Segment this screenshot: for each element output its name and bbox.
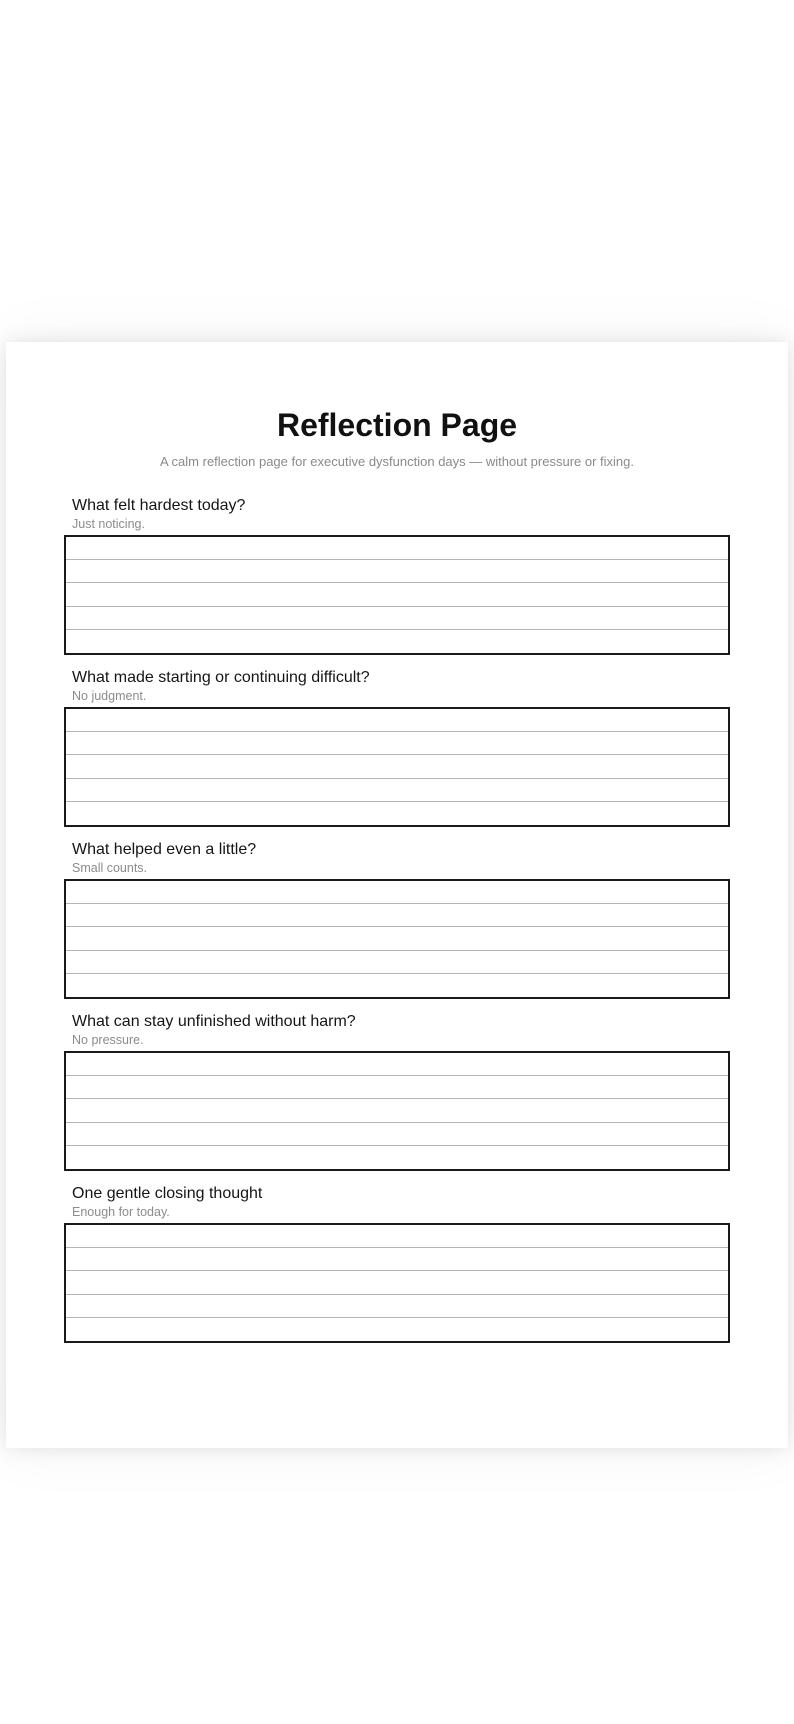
writing-line[interactable] bbox=[66, 779, 728, 802]
writing-line[interactable] bbox=[66, 1099, 728, 1122]
writing-line[interactable] bbox=[66, 1123, 728, 1146]
writing-box[interactable] bbox=[64, 1223, 730, 1343]
writing-line[interactable] bbox=[66, 709, 728, 732]
reflection-section bbox=[64, 496, 730, 668]
page-subtitle: A calm reflection page for executive dysfunction days — without pressure or fixing. bbox=[159, 454, 634, 469]
section-question: What helped even a little? bbox=[72, 841, 257, 858]
reflection-section bbox=[64, 1012, 730, 1184]
writing-line[interactable] bbox=[66, 732, 728, 755]
writing-line[interactable] bbox=[66, 1053, 728, 1076]
writing-box[interactable] bbox=[64, 1051, 730, 1171]
section-question: What felt hardest today? bbox=[72, 497, 246, 514]
writing-line[interactable] bbox=[66, 974, 728, 997]
writing-line[interactable] bbox=[66, 755, 728, 778]
writing-line[interactable] bbox=[66, 560, 728, 583]
writing-box[interactable] bbox=[64, 879, 730, 999]
worksheet-page bbox=[6, 342, 788, 1448]
section-hint: Enough for today. bbox=[72, 1205, 170, 1219]
writing-line[interactable] bbox=[66, 951, 728, 974]
writing-line[interactable] bbox=[66, 537, 728, 560]
writing-line[interactable] bbox=[66, 607, 728, 630]
writing-box[interactable] bbox=[64, 535, 730, 655]
writing-line[interactable] bbox=[66, 1146, 728, 1169]
section-hint: Small counts. bbox=[72, 861, 148, 875]
writing-line[interactable] bbox=[66, 1076, 728, 1099]
writing-line[interactable] bbox=[66, 1225, 728, 1248]
reflection-section bbox=[64, 1184, 730, 1356]
writing-line[interactable] bbox=[66, 1295, 728, 1318]
section-hint: Just noticing. bbox=[72, 517, 145, 531]
section-hint: No judgment. bbox=[72, 689, 147, 703]
reflection-section bbox=[64, 840, 730, 1012]
section-question: What can stay unfinished without harm? bbox=[72, 1013, 356, 1030]
page-title: Reflection Page bbox=[276, 407, 518, 443]
section-question: What made starting or continuing difficult? bbox=[72, 669, 370, 686]
section-question: One gentle closing thought bbox=[72, 1185, 263, 1202]
writing-line[interactable] bbox=[66, 904, 728, 927]
writing-line[interactable] bbox=[66, 1318, 728, 1341]
writing-line[interactable] bbox=[66, 927, 728, 950]
reflection-sections bbox=[64, 496, 730, 1356]
writing-line[interactable] bbox=[66, 583, 728, 606]
writing-line[interactable] bbox=[66, 630, 728, 653]
writing-box[interactable] bbox=[64, 707, 730, 827]
section-hint: No pressure. bbox=[72, 1033, 144, 1047]
writing-line[interactable] bbox=[66, 802, 728, 825]
writing-line[interactable] bbox=[66, 881, 728, 904]
reflection-section bbox=[64, 668, 730, 840]
writing-line[interactable] bbox=[66, 1271, 728, 1294]
writing-line[interactable] bbox=[66, 1248, 728, 1271]
